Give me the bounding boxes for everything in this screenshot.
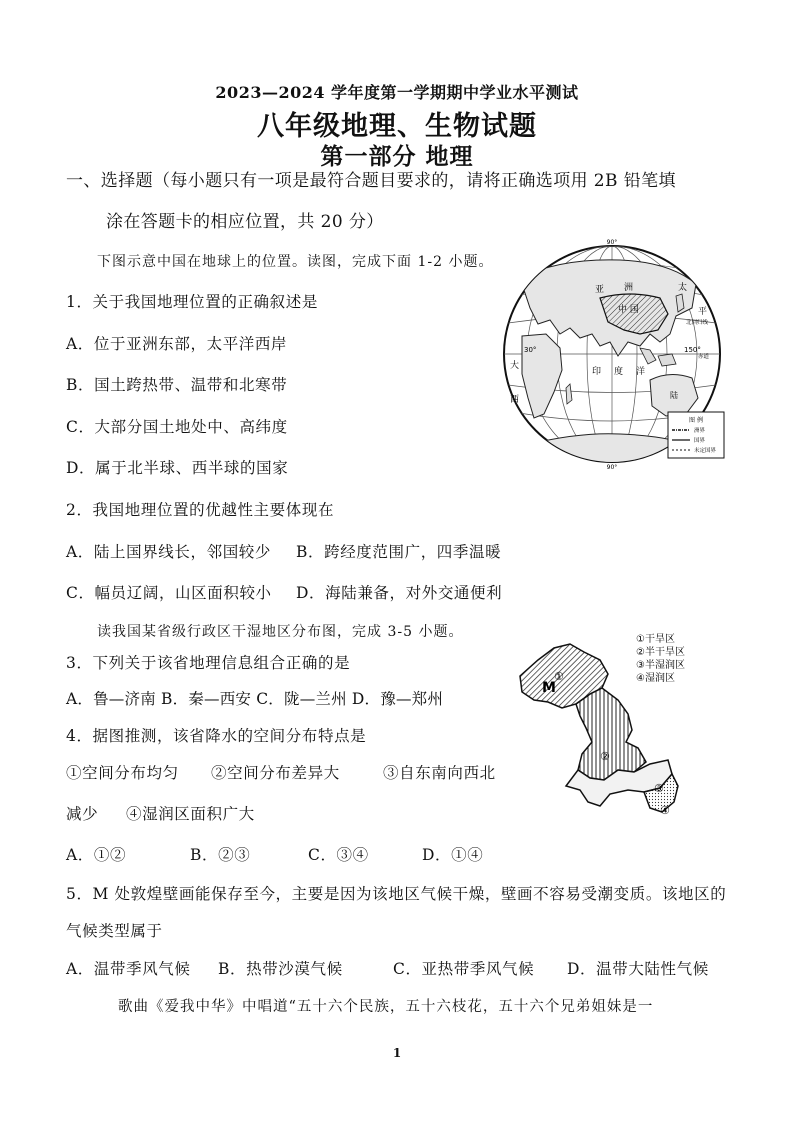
province-legend-3: ③半湿润区 (636, 660, 685, 671)
globe-label-tai: 太 (678, 283, 688, 293)
intro-q1-2: 下图示意中国在地球上的位置。读图，完成下面 1-2 小题。 (97, 254, 494, 270)
legend-weiding: 未定国界 (694, 448, 717, 454)
province-label-3: ③ (654, 782, 664, 795)
province-label-1: ① (554, 670, 564, 683)
globe-label-indian: 印 (592, 367, 602, 377)
globe-legend (668, 412, 724, 458)
region-semi-arid (576, 688, 646, 780)
globe-label-yang: 洋 (636, 367, 646, 377)
province-label-m: M (542, 680, 556, 696)
q2-option-b: B．跨经度范围广，四季温暖 (296, 543, 502, 561)
globe-label-lu: 陆 (670, 391, 678, 400)
q5-option-a: A．温带季风气候 (66, 960, 191, 978)
q4-option-c: C．③④ (308, 846, 369, 864)
q2-option-a: A．陆上国界线长，邻国较少 (66, 543, 271, 561)
q1-option-b: B．国土跨热带、温带和北寒带 (66, 376, 288, 394)
q4-statement-1: ①空间分布均匀 (66, 764, 179, 782)
q5-stem-line1: 5．M 处敦煌壁画能保存至今，主要是因为该地区气候干燥，壁画不容易受潮变质。该地区的 (66, 885, 727, 903)
globe-label-da: 大 (510, 361, 520, 371)
q2-option-d: D．海陆兼备，对外交通便利 (296, 584, 503, 602)
intro-q3-5: 读我国某省级行政区干湿地区分布图，完成 3-5 小题。 (97, 624, 464, 640)
globe-label-ping: 平 (698, 307, 708, 317)
globe-label-xi: 西 (510, 395, 520, 405)
q5-option-d: D．温带大陆性气候 (567, 960, 709, 978)
q4-option-b: B．②③ (190, 846, 251, 864)
q4-statement-4: ④湿润区面积广大 (126, 805, 255, 823)
globe-map (500, 238, 728, 470)
q4-option-d: D．①④ (422, 846, 484, 864)
legend-title: 图 例 (689, 417, 703, 424)
globe-label-zhou: 洲 (624, 283, 634, 293)
q1-option-a: A．位于亚洲东部，太平洋西岸 (66, 335, 288, 353)
globe-label-tropic: 北回归线 (686, 320, 709, 326)
globe-label-equator: 赤道 (698, 354, 710, 360)
province-label-4: ④ (660, 804, 670, 817)
q5-option-b: B．热带沙漠气候 (218, 960, 343, 978)
part-title: 第一部分 地理 (320, 144, 474, 170)
q4-statement-3: ③自东南向西北 (383, 764, 496, 782)
subject-title: 八年级地理、生物试题 (257, 111, 537, 142)
globe-lat-top: 90° (606, 239, 618, 246)
q4-stem: 4．据图推测，该省降水的空间分布特点是 (66, 727, 367, 745)
section1-title-line2: 涂在答题卡的相应位置，共 20 分） (106, 212, 384, 232)
q4-statement-2: ②空间分布差异大 (211, 764, 340, 782)
globe-label-asia: 亚 (595, 285, 605, 295)
province-label-2: ② (600, 750, 610, 763)
globe-lon-150: 150° (684, 346, 701, 354)
legend-zhoujie: 洲界 (694, 428, 706, 434)
province-map (510, 630, 720, 830)
q5-option-c: C．亚热带季风气候 (393, 960, 535, 978)
globe-label-china: 中 国 (618, 305, 639, 315)
q2-stem: 2．我国地理位置的优越性主要体现在 (66, 501, 335, 519)
q1-option-c: C．大部分国土地处中、高纬度 (66, 418, 288, 436)
globe-lon-30: 30° (524, 346, 537, 354)
q2-option-c: C．幅员辽阔，山区面积较小 (66, 584, 272, 602)
province-legend-1: ①干旱区 (636, 634, 675, 645)
q4-option-a: A．①② (66, 846, 127, 864)
q3-stem: 3．下列关于该省地理信息组合正确的是 (66, 654, 351, 672)
q4-statement-3-cont: 减少 (66, 805, 99, 823)
province-legend-4: ④湿润区 (636, 673, 675, 684)
exam-title: 2023—2024 学年度第一学期期中学业水平测试 (215, 83, 579, 102)
q1-stem: 1．关于我国地理位置的正确叙述是 (66, 293, 318, 311)
province-legend-2: ②半干旱区 (636, 647, 685, 658)
globe-label-du: 度 (614, 367, 624, 377)
legend-guojie: 国界 (694, 438, 706, 444)
q1-option-d: D．属于北半球、西半球的国家 (66, 459, 289, 477)
q3-options: A．鲁—济南 B．秦—西安 C．陇—兰州 D．豫—郑州 (66, 690, 444, 708)
page-number: 1 (392, 1046, 402, 1060)
globe-lat-bottom: 90° (606, 464, 618, 470)
intro-next: 歌曲《爱我中华》中唱道“五十六个民族，五十六枝花，五十六个兄弟姐妹是一 (118, 999, 654, 1015)
section1-title-line1: 一、选择题（每小题只有一项是最符合题目要求的，请将正确选项用 2B 铅笔填 (66, 171, 676, 191)
q5-stem-line2: 气候类型属于 (66, 922, 163, 940)
